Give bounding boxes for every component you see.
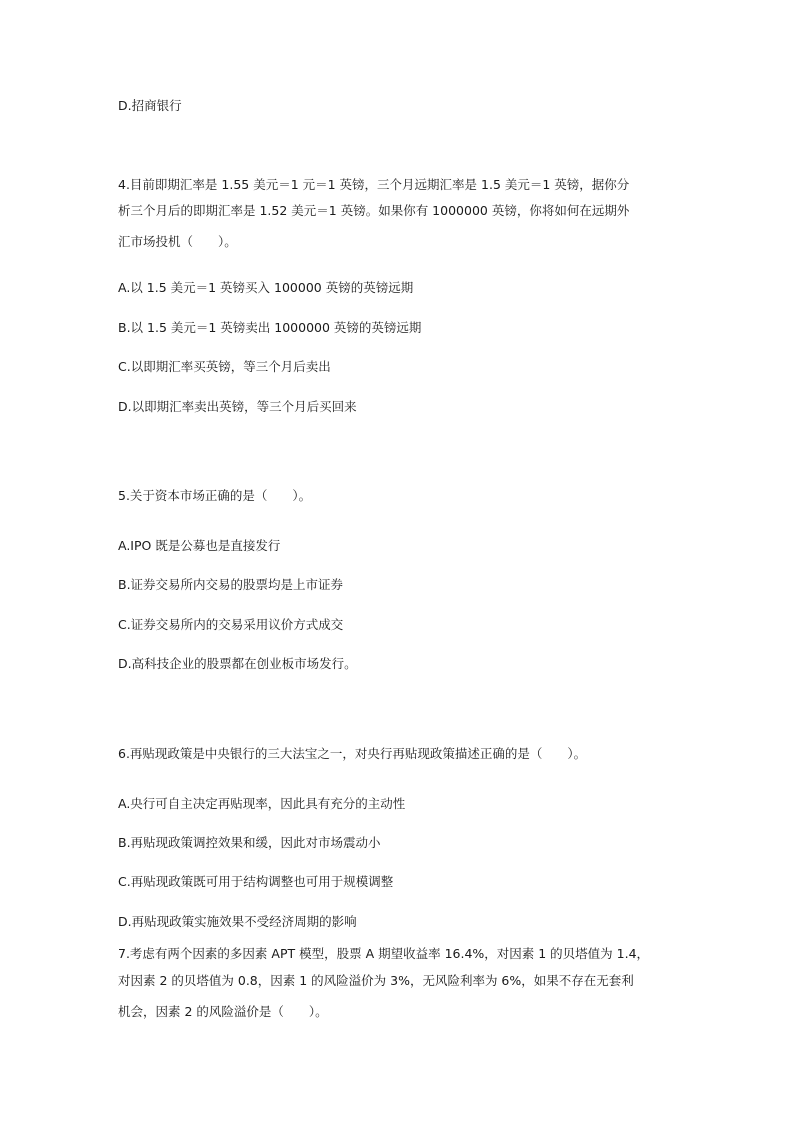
option-6d: D.再贴现政策实施效果不受经济周期的影响 [118, 914, 357, 929]
option-5b: B.证券交易所内交易的股票均是上市证券 [118, 577, 344, 592]
option-4a: A.以 1.5 美元＝1 英镑买入 100000 英镑的英镑远期 [118, 280, 414, 295]
question-5: 5.关于资本市场正确的是（ ）。 [118, 488, 312, 503]
question-6: 6.再贴现政策是中央银行的三大法宝之一，对央行再贴现政策描述正确的是（ ）。 [118, 746, 587, 761]
option-5d: D.高科技企业的股票都在创业板市场发行。 [118, 656, 357, 671]
option-6c: C.再贴现政策既可用于结构调整也可用于规模调整 [118, 874, 394, 889]
option-4d: D.以即期汇率卖出英镑，等三个月后买回来 [118, 399, 357, 414]
question-7-line-1: 7.考虑有两个因素的多因素 APT 模型，股票 A 期望收益率 16.4%，对因素 1 的贝塔值为 1.4， [118, 946, 650, 961]
question-4-line-1: 4.目前即期汇率是 1.55 美元＝1 元＝1 英镑，三个月远期汇率是 1.5 美元＝1 英镑，据你分 [118, 177, 630, 192]
option-6b: B.再贴现政策调控效果和缓，因此对市场震动小 [118, 835, 381, 850]
question-7-line-3: 机会，因素 2 的风险溢价是（ ）。 [118, 1004, 328, 1019]
option-6a: A.央行可自主决定再贴现率，因此具有充分的主动性 [118, 796, 406, 811]
question-4-line-2: 析三个月后的即期汇率是 1.52 美元＝1 英镑。如果你有 1000000 英镑，你将如何在远期外 [118, 203, 630, 218]
question-7-line-2: 对因素 2 的贝塔值为 0.8，因素 1 的风险溢价为 3%，无风险利率为 6%，如果不存在无套利 [118, 973, 634, 988]
option-5a: A.IPO 既是公募也是直接发行 [118, 538, 281, 553]
question-4-line-3: 汇市场投机（ ）。 [118, 234, 237, 249]
option-4b: B.以 1.5 美元＝1 英镑卖出 1000000 英镑的英镑远期 [118, 320, 422, 335]
option-5c: C.证券交易所内的交易采用议价方式成交 [118, 617, 344, 632]
option-4c: C.以即期汇率买英镑，等三个月后卖出 [118, 359, 331, 374]
option-3d: D.招商银行 [118, 98, 182, 113]
